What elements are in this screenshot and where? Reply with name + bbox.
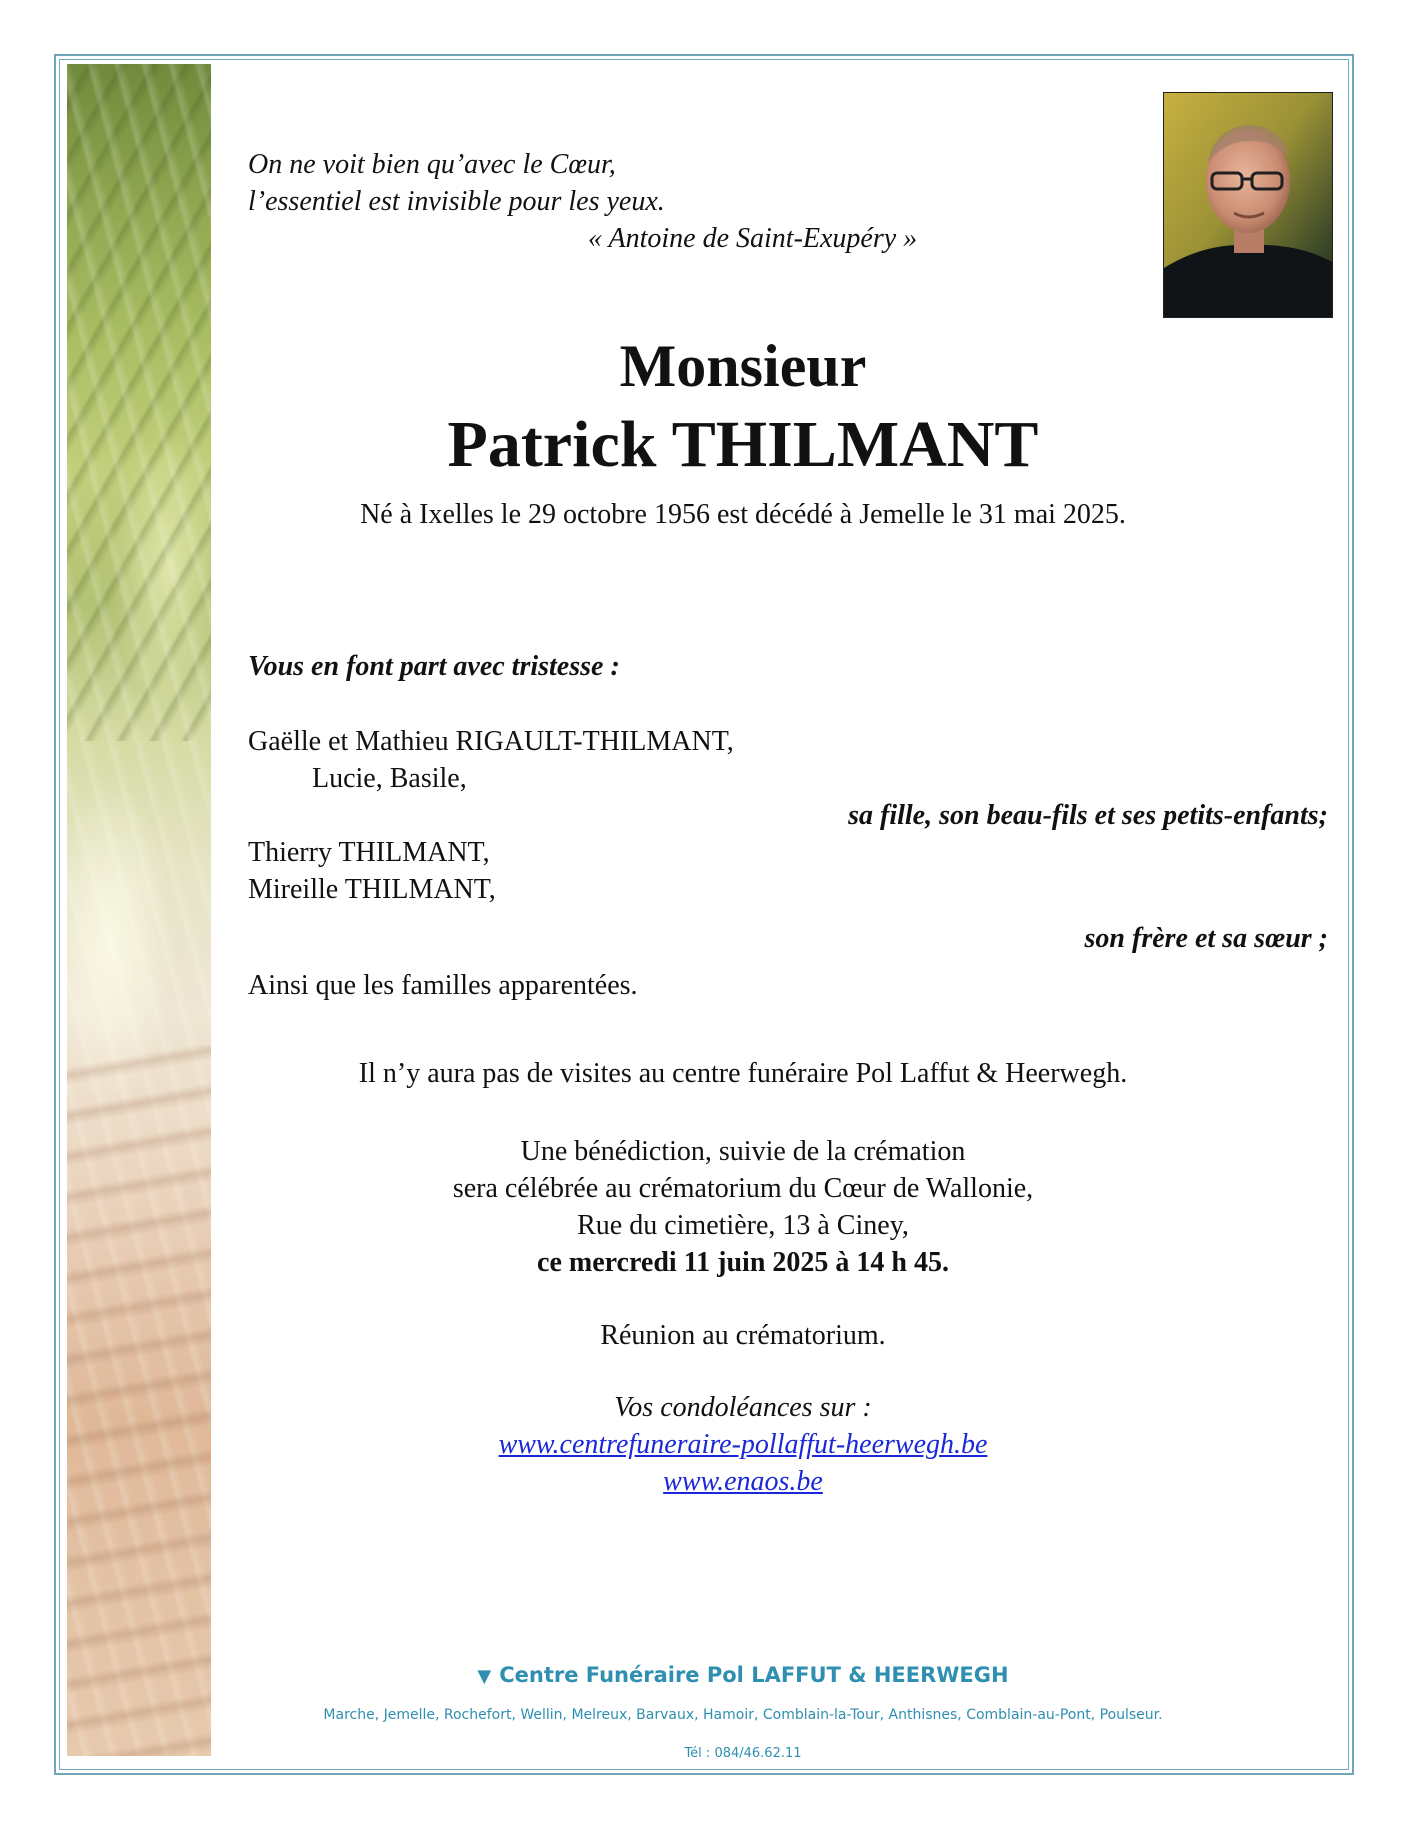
forest-path-sidebar-image — [67, 64, 211, 1756]
opening-quote — [248, 146, 1008, 257]
birth-death-line: Né à Ixelles le 29 octobre 1956 est décédé à Jemelle le 31 mai 2025. — [360, 499, 1126, 530]
ceremony-line-2: sera célébrée au crématorium du Cœur de Wallonie, — [452, 1173, 1034, 1204]
quote-line-2: l’essentiel est invisible pour les yeux. — [248, 186, 665, 217]
family-group-1-line-1: Gaëlle et Mathieu RIGAULT-THILMANT, — [248, 726, 734, 757]
reunion-notice: Réunion au crématorium. — [600, 1320, 886, 1351]
ceremony-details — [248, 1133, 1238, 1281]
family-group-1-relation: sa fille, son beau-fils et ses petits-enfants; — [848, 800, 1328, 831]
footer — [248, 1660, 1238, 1764]
quote-author: « Antoine de Saint-Exupéry » — [588, 223, 918, 254]
deceased-name: Patrick THILMANT — [447, 408, 1039, 481]
visits-notice: Il n’y aura pas de visites au centre funéraire Pol Laffut & Heerwegh. — [358, 1058, 1128, 1089]
ceremony-line-1: Une bénédiction, suivie de la crémation — [520, 1136, 966, 1167]
quote-line-1: On ne voit bien qu’avec le Cœur, — [248, 149, 616, 180]
condolences-block — [248, 1389, 1238, 1500]
family-group-2-line-2: Mireille THILMANT, — [248, 874, 496, 905]
family-list — [248, 723, 1328, 1004]
triangle-down-icon: ▼ — [477, 1666, 492, 1687]
footer-places: Marche, Jemelle, Rochefort, Wellin, Melreux, Barvaux, Hamoir, Comblain-la-Tour, Anthisnes, Comblain-au-Pont, Poulseur. — [323, 1707, 1163, 1723]
family-others: Ainsi que les familles apparentées. — [248, 970, 638, 1001]
footer-phone: Tél : 084/46.62.11 — [684, 1746, 802, 1761]
condolences-link-funeral-center[interactable]: www.centrefuneraire-pollaffut-heerwegh.be — [498, 1429, 988, 1460]
family-group-2-relation: son frère et sa sœur ; — [1084, 923, 1328, 954]
deceased-portrait-photo — [1163, 92, 1333, 318]
ceremony-line-3: Rue du cimetière, 13 à Ciney, — [577, 1210, 909, 1241]
family-group-1-line-2: Lucie, Basile, — [312, 763, 467, 794]
ceremony-datetime: ce mercredi 11 juin 2025 à 14 h 45. — [537, 1247, 949, 1278]
condolences-label: Vos condoléances sur : — [614, 1392, 872, 1423]
footer-company-name: Centre Funéraire Pol LAFFUT & HEERWEGH — [499, 1663, 1009, 1687]
honorific: Monsieur — [619, 333, 867, 399]
footer-company — [248, 1660, 1238, 1692]
condolences-link-enaos[interactable]: www.enaos.be — [663, 1466, 823, 1497]
deceased-title — [248, 328, 1238, 486]
family-group-2-line-1: Thierry THILMANT, — [248, 837, 490, 868]
announcement-heading: Vous en font part avec tristesse : — [248, 651, 620, 682]
